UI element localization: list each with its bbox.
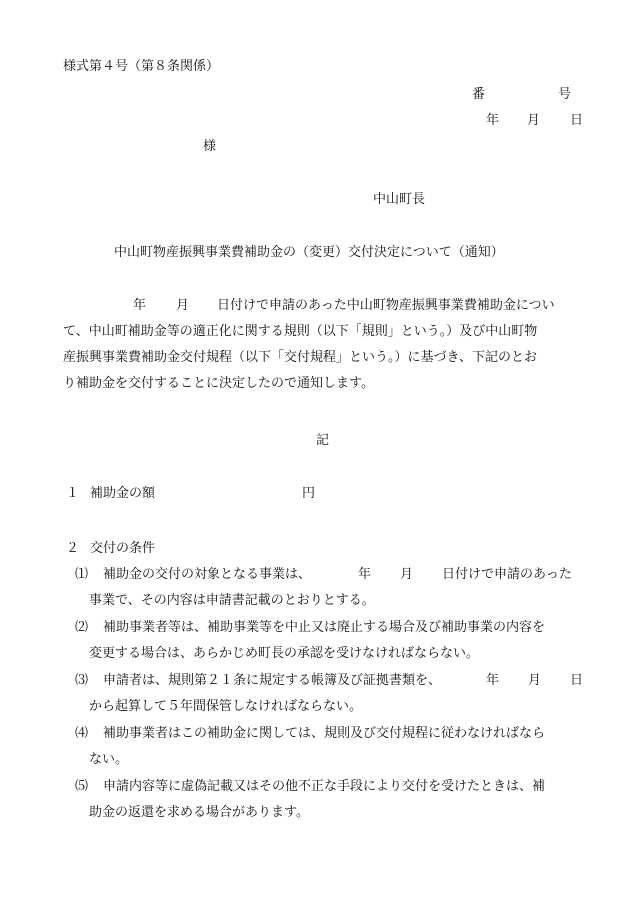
form-number: 様式第４号（第８条関係） [63, 59, 220, 74]
condition-2-line-1: 補助事業者等は、補助事業等を中止又は廃止する場合及び補助事業の内容を [103, 620, 546, 635]
section-2-number: ２ [66, 541, 80, 556]
condition-3-line-2: から起算して５年間保管しなければならない。 [89, 699, 363, 714]
condition-4-line-2: ない。 [89, 752, 129, 767]
section-2-label: 交付の条件 [90, 541, 156, 556]
condition-4-marker: ⑷ [75, 726, 89, 741]
condition-2-marker: ⑵ [75, 620, 89, 635]
condition-5-line-1: 申請内容等に虚偽記載又はその他不正な手段により交付を受けたときは、補 [103, 779, 546, 794]
body-line-3: 産振興事業費補助金交付規程（以下「交付規程」という。）に基づき、下記のとお [63, 350, 537, 365]
section-1-unit: 円 [302, 486, 316, 501]
body-line-2: て、中山町補助金等の適正化に関する規則（以下「規則」という。）及び中山町物 [63, 324, 538, 339]
condition-1-year: 年 [358, 567, 372, 582]
body-date-year: 年 [133, 298, 147, 313]
condition-3-year: 年 [486, 673, 500, 688]
condition-1-marker: ⑴ [75, 567, 89, 582]
condition-3-month: 月 [528, 673, 542, 688]
addressee-honorific: 様 [203, 139, 217, 154]
document-title: 中山町物産振興事業費補助金の（変更）交付決定について（通知） [114, 245, 504, 260]
condition-1-line-2: 事業で、その内容は申請書記載のとおりとする。 [89, 593, 375, 608]
date-month-label: 月 [527, 113, 541, 128]
date-year-label: 年 [486, 113, 500, 128]
condition-3-day: 日 [570, 673, 584, 688]
section-1-number: １ [66, 486, 80, 501]
issuer-name: 中山町長 [373, 192, 426, 207]
condition-5-line-2: 助金の返還を求める場合があります。 [89, 805, 309, 820]
section-1-label: 補助金の額 [90, 486, 156, 501]
ki-heading: 記 [316, 433, 330, 448]
condition-4-line-1: 補助事業者はこの補助金に関しては、規則及び交付規程に従わなければなら [103, 726, 546, 741]
body-line-4: り補助金を交付することに決定したので通知します。 [63, 376, 374, 391]
condition-1-line-1a: 補助金の交付の対象となる事業は、 [103, 567, 312, 582]
body-line-1: 日付けで申請のあった中山町物産振興事業費補助金につい [217, 298, 555, 313]
condition-5-marker: ⑸ [75, 779, 89, 794]
condition-3-marker: ⑶ [75, 673, 89, 688]
condition-1-line-1b: 日付けで申請のあった [442, 567, 572, 582]
condition-2-line-2: 変更する場合は、あらかじめ町長の承認を受けなければならない。 [89, 646, 480, 661]
condition-3-line-1a: 申請者は、規則第２１条に規定する帳簿及び証拠書類を、 [103, 673, 442, 688]
condition-1-month: 月 [400, 567, 414, 582]
date-day-label: 日 [570, 113, 584, 128]
body-date-month: 月 [176, 298, 190, 313]
number-label-go: 号 [558, 87, 572, 102]
number-label-ban: 番 [472, 87, 486, 102]
